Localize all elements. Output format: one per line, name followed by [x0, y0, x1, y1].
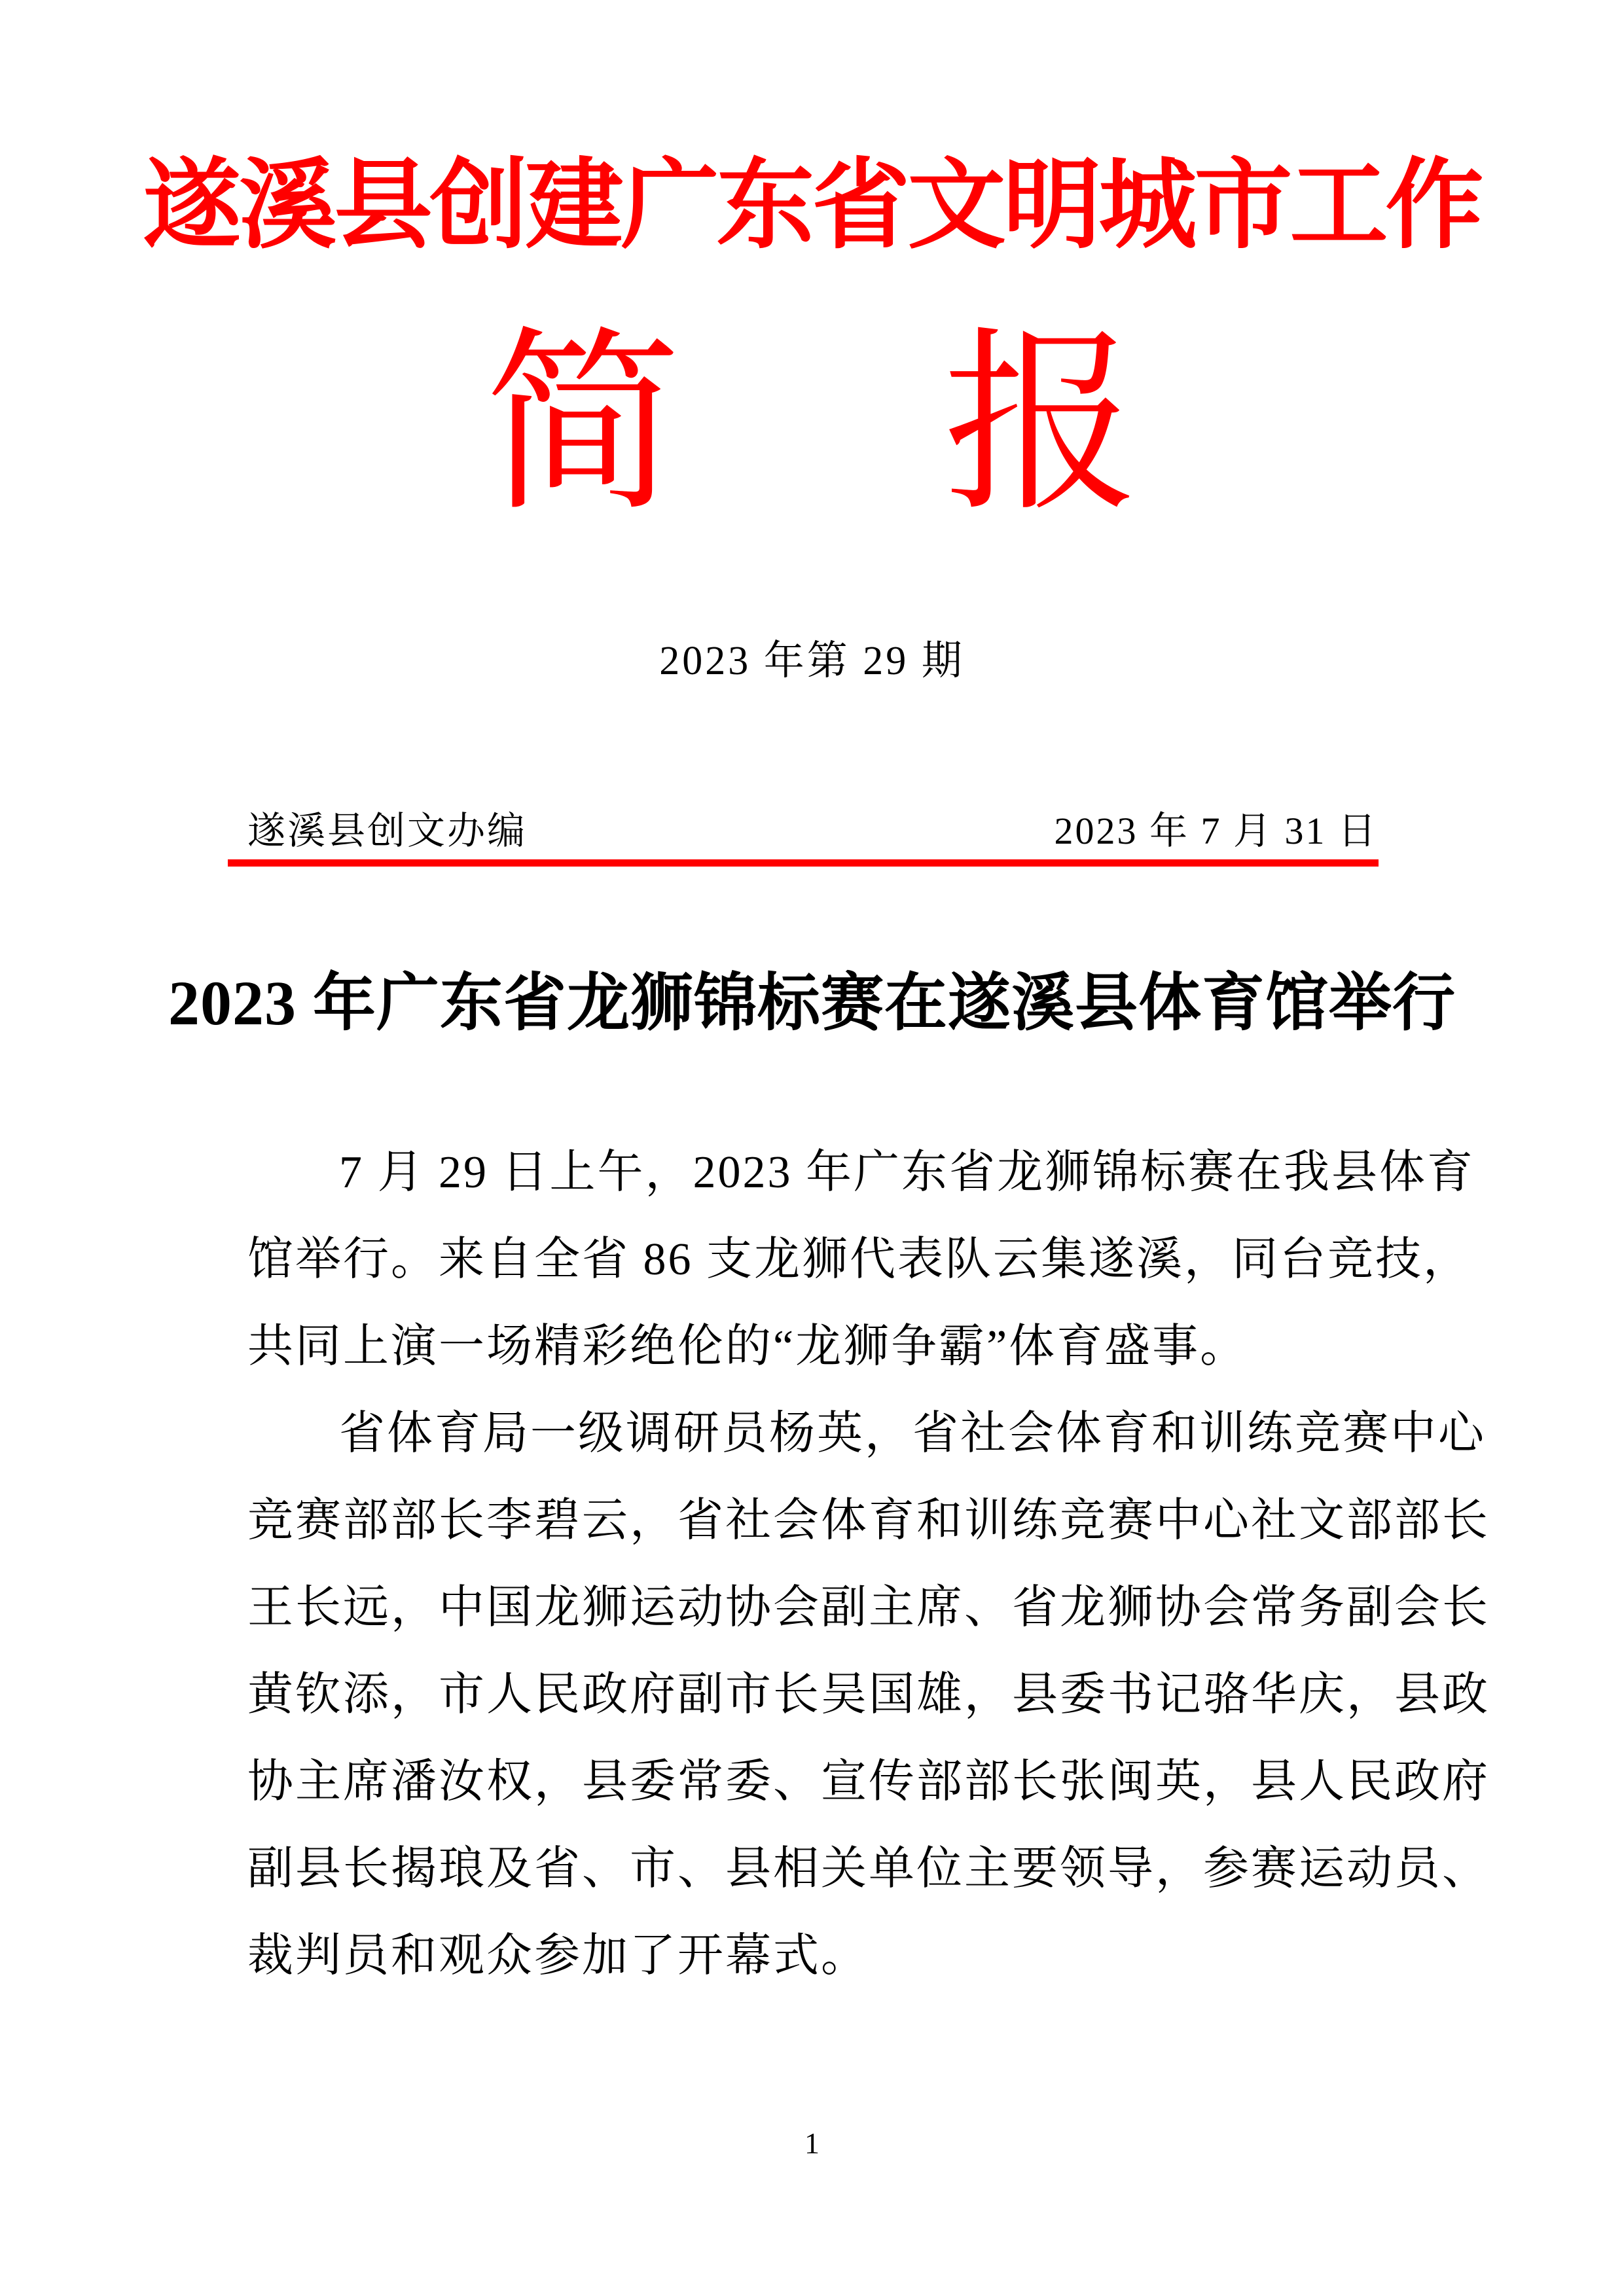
body-line: 裁判员和观众参加了开幕式。: [247, 1931, 869, 1981]
brief-char-bao: 报: [943, 317, 1140, 534]
body-line: 竞赛部部长李碧云，省社会体育和训练竞赛中心社文部部长: [247, 1496, 1490, 1546]
body-line: 共同上演一场精彩绝伦的“龙狮争霸”体育盛事。: [247, 1321, 1248, 1372]
issue-date: 2023 年 7 月 31 日: [1054, 810, 1378, 852]
editor-row: [247, 802, 1378, 861]
body-line: 副县长揭琅及省、市、县相关单位主要领导，参赛运动员、: [247, 1844, 1490, 1894]
divider-rule: [228, 859, 1379, 867]
body-line: 协主席潘汝权，县委常委、宣传部部长张闽英，县人民政府: [247, 1757, 1490, 1807]
body-line: 王长远，中国龙狮运动协会副主席、省龙狮协会常务副会长: [247, 1583, 1490, 1633]
body-line: 省体育局一级调研员杨英，省社会体育和训练竞赛中心: [339, 1408, 1486, 1459]
editor-name: 遂溪县创文办编: [247, 810, 528, 852]
article-body: [247, 1129, 1490, 2000]
issue-number: 2023 年第 29 期: [659, 639, 965, 683]
body-line: 馆举行。来自全省 86 支龙狮代表队云集遂溪，同台竞技，: [247, 1234, 1471, 1285]
page-number: 1: [804, 2126, 820, 2160]
masthead-brief: [0, 317, 1624, 534]
article-title: 2023 年广东省龙狮锦标赛在遂溪县体育馆举行: [168, 968, 1456, 1038]
brief-char-jian: 简: [484, 317, 681, 534]
body-line: 黄钦添，市人民政府副市长吴国雄，县委书记骆华庆，县政: [247, 1670, 1490, 1720]
body-line: 7 月 29 日上午，2023 年广东省龙狮锦标赛在我县体育: [339, 1147, 1475, 1198]
masthead-title: 遂溪县创建广东省文明城市工作: [143, 152, 1481, 260]
